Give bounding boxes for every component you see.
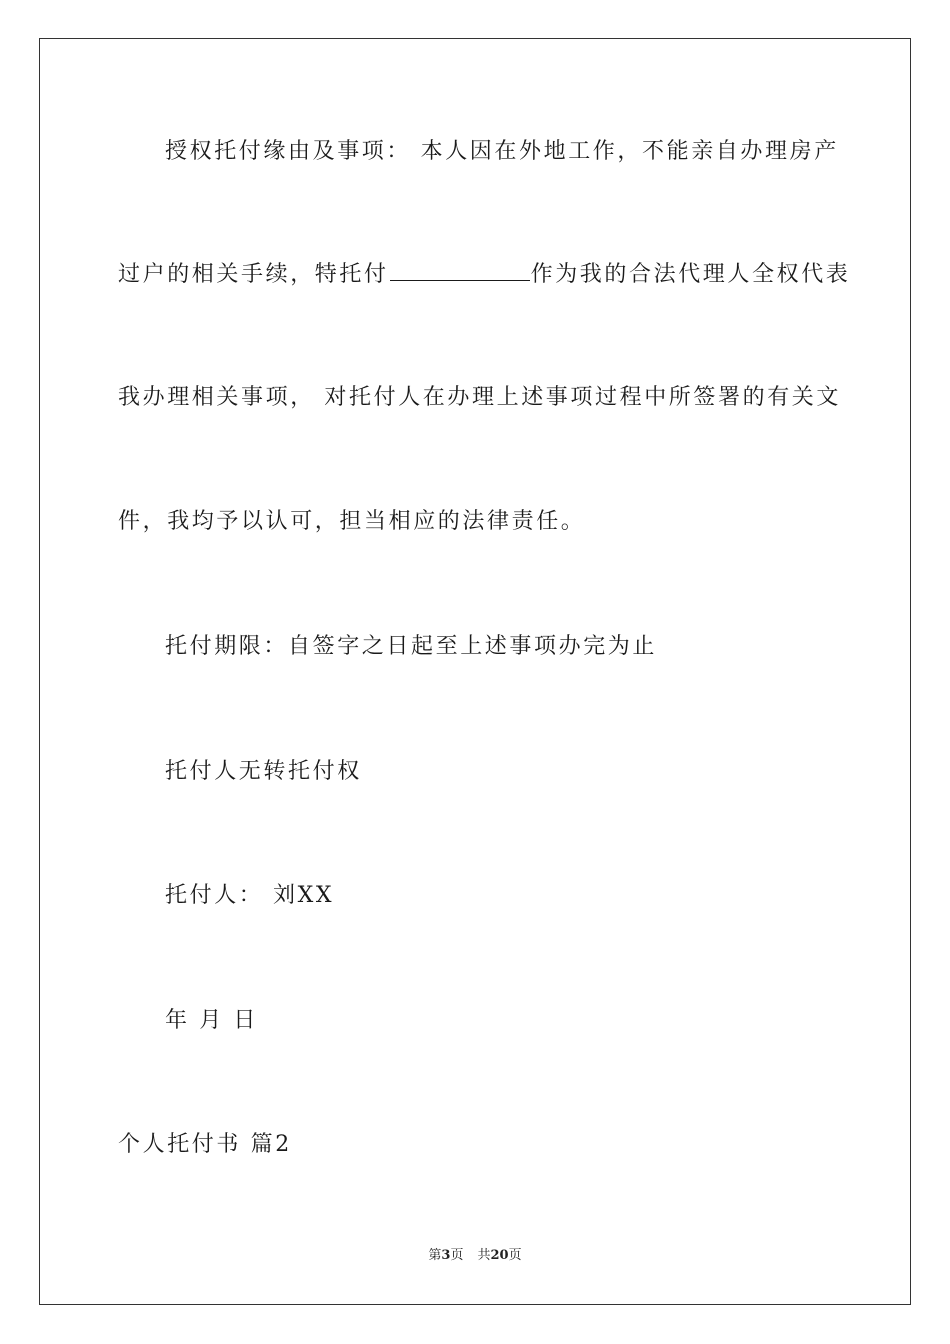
paragraph-handling-matters: 我办理相关事项， 对托付人在办理上述事项过程中所签署的有关文: [118, 385, 841, 410]
appointment-text-after: 作为我的合法代理人全权代表: [530, 262, 851, 287]
page-suffix: 页: [450, 1248, 464, 1263]
paragraph-no-sub-entrustment: 托付人无转托付权: [165, 759, 362, 784]
total-pages: 20: [490, 1248, 509, 1263]
page-number: 3: [441, 1248, 451, 1263]
signature-date: 年 月 日: [165, 1008, 258, 1033]
total-suffix: 页: [508, 1248, 522, 1263]
appointment-text-before: 过户的相关手续，特托付: [118, 262, 389, 287]
page-border: [39, 38, 911, 1305]
page-footer: [0, 1247, 950, 1265]
section-heading: 个人托付书 篇2: [118, 1132, 292, 1157]
total-prefix: 共: [477, 1248, 491, 1263]
paragraph-authorization-reason: 授权托付缘由及事项： 本人因在外地工作，不能亲自办理房产: [165, 139, 839, 164]
agent-name-blank[interactable]: [390, 260, 530, 281]
paragraph-agent-appointment: [118, 260, 850, 289]
paragraph-entrustment-period: 托付期限：自签字之日起至上述事项办完为止: [165, 634, 658, 659]
paragraph-legal-responsibility: 件，我均予以认可，担当相应的法律责任。: [118, 509, 586, 534]
signature-principal: 托付人： 刘XX: [165, 883, 335, 908]
page-prefix: 第: [428, 1248, 442, 1263]
